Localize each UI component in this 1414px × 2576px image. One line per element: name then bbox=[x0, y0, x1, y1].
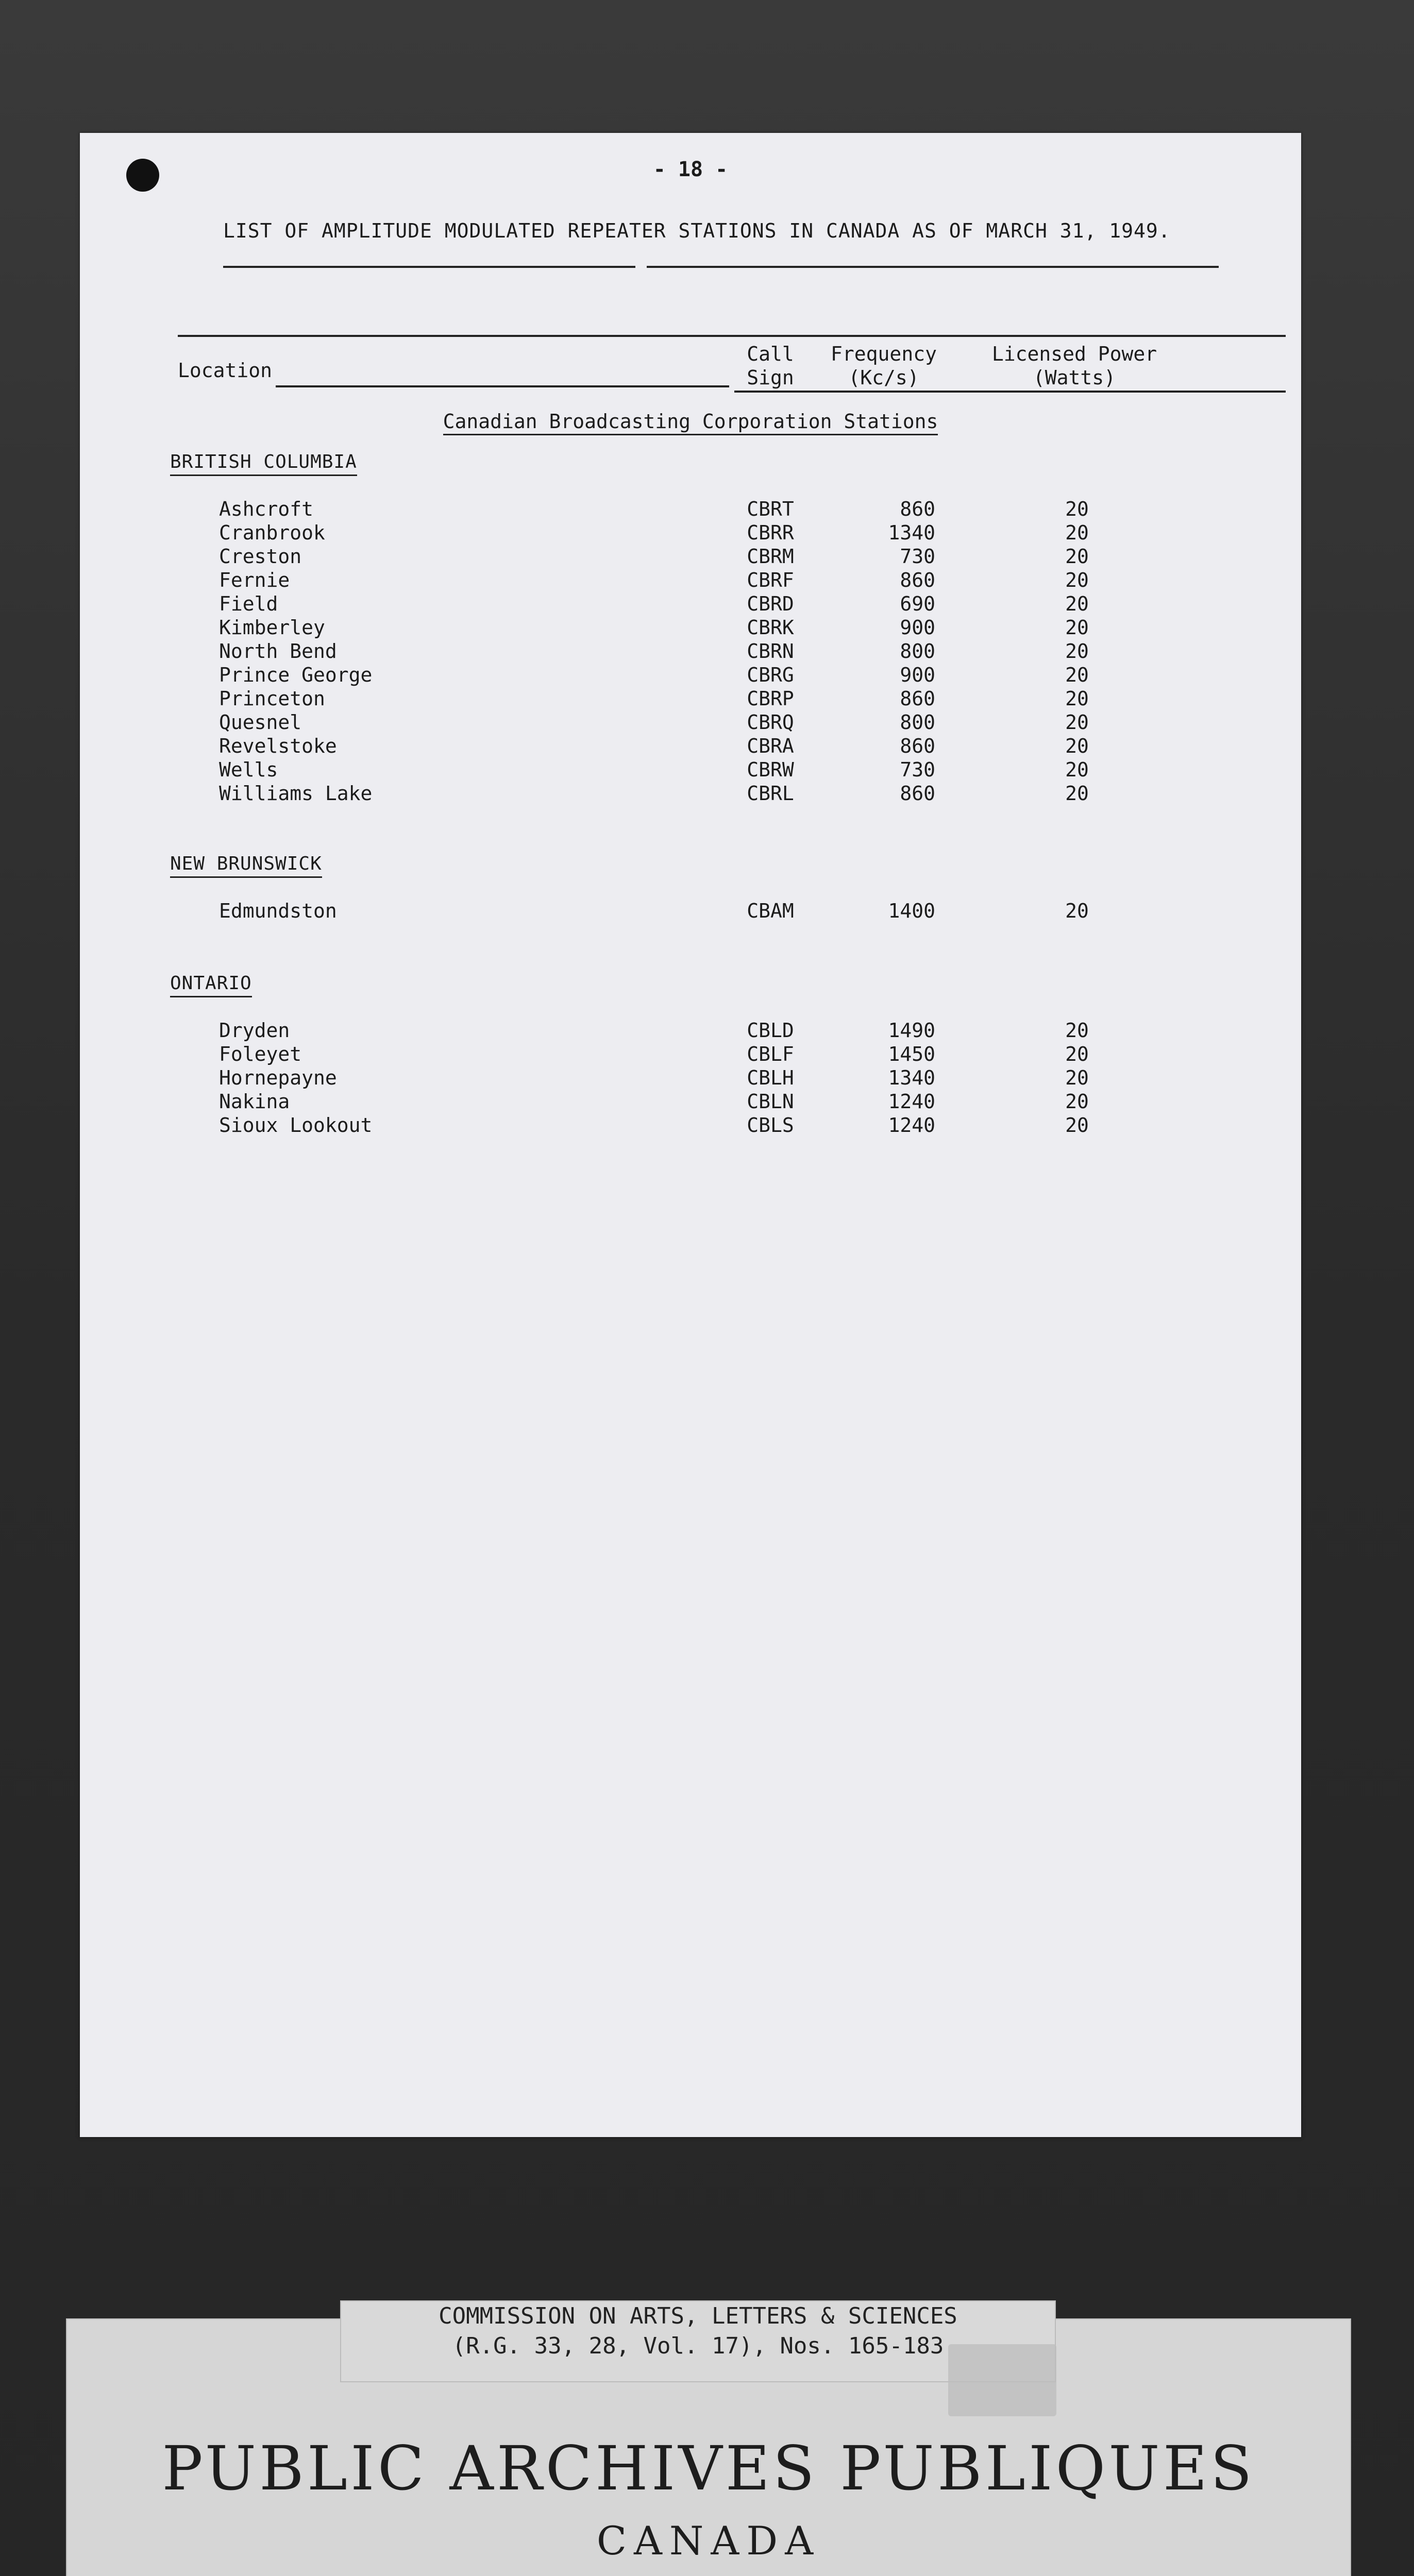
archive-name: PUBLIC ARCHIVES PUBLIQUES bbox=[162, 2433, 1255, 2504]
station-power: 20 bbox=[1065, 1114, 1089, 1137]
station-call-sign: CBRL bbox=[747, 782, 794, 805]
collection-label-line1: COMMISSION ON ARTS, LETTERS & SCIENCES bbox=[439, 2303, 957, 2329]
table-top-rule bbox=[178, 335, 1286, 337]
title-underline bbox=[647, 266, 1219, 268]
station-location: Edmundston bbox=[219, 900, 337, 922]
table-row bbox=[80, 782, 1301, 806]
station-location: Wells bbox=[219, 758, 278, 781]
station-location: Quesnel bbox=[219, 711, 302, 734]
collection-label-line2: (R.G. 33, 28, Vol. 17), Nos. 165-183 bbox=[452, 2333, 944, 2359]
station-power: 20 bbox=[1065, 521, 1089, 544]
archive-country: CANADA bbox=[596, 2518, 821, 2564]
column-header-licensed-power: Licensed Power (Watts) bbox=[991, 343, 1157, 389]
column-header-location: Location bbox=[178, 359, 273, 382]
station-frequency: 1400 bbox=[888, 900, 935, 922]
station-frequency: 1240 bbox=[888, 1114, 935, 1137]
table-row bbox=[80, 1114, 1301, 1138]
station-location: Sioux Lookout bbox=[219, 1114, 373, 1137]
table-row bbox=[80, 1066, 1301, 1090]
header-rule bbox=[276, 385, 729, 387]
table-row bbox=[80, 900, 1301, 923]
station-call-sign: CBRP bbox=[747, 687, 794, 710]
station-call-sign: CBAM bbox=[747, 900, 794, 922]
station-frequency: 860 bbox=[900, 687, 935, 710]
station-power: 20 bbox=[1065, 640, 1089, 663]
table-row bbox=[80, 1019, 1301, 1043]
station-frequency: 860 bbox=[900, 569, 935, 591]
table-row bbox=[80, 758, 1301, 782]
table-row bbox=[80, 545, 1301, 569]
organization-heading: Canadian Broadcasting Corporation Stations bbox=[80, 410, 1301, 433]
station-frequency: 690 bbox=[900, 592, 935, 615]
station-location: Fernie bbox=[219, 569, 290, 591]
station-power: 20 bbox=[1065, 900, 1089, 922]
station-location: Princeton bbox=[219, 687, 325, 710]
station-power: 20 bbox=[1065, 664, 1089, 686]
station-call-sign: CBRM bbox=[747, 545, 794, 568]
station-location: North Bend bbox=[219, 640, 337, 663]
station-power: 20 bbox=[1065, 1043, 1089, 1065]
station-location: Nakina bbox=[219, 1090, 290, 1113]
station-location: Prince George bbox=[219, 664, 373, 686]
tape-piece bbox=[948, 2344, 1056, 2416]
station-power: 20 bbox=[1065, 498, 1089, 520]
document-title: LIST OF AMPLITUDE MODULATED REPEATER STATIONS IN CANADA AS OF MARCH 31, 1949. bbox=[223, 219, 1171, 242]
station-power: 20 bbox=[1065, 782, 1089, 805]
station-location: Revelstoke bbox=[219, 735, 337, 757]
station-call-sign: CBRA bbox=[747, 735, 794, 757]
section-heading: ONTARIO bbox=[170, 973, 252, 997]
station-location: Dryden bbox=[219, 1019, 290, 1042]
station-call-sign: CBRR bbox=[747, 521, 794, 544]
station-frequency: 1490 bbox=[888, 1019, 935, 1042]
station-frequency: 730 bbox=[900, 545, 935, 568]
station-frequency: 1340 bbox=[888, 521, 935, 544]
table-row bbox=[80, 1043, 1301, 1066]
station-location: Ashcroft bbox=[219, 498, 314, 520]
station-location: Field bbox=[219, 592, 278, 615]
title-underline bbox=[223, 266, 635, 268]
station-frequency: 1450 bbox=[888, 1043, 935, 1065]
station-call-sign: CBLN bbox=[747, 1090, 794, 1113]
station-call-sign: CBRF bbox=[747, 569, 794, 591]
station-power: 20 bbox=[1065, 616, 1089, 639]
station-frequency: 800 bbox=[900, 711, 935, 734]
station-frequency: 900 bbox=[900, 664, 935, 686]
station-frequency: 1340 bbox=[888, 1066, 935, 1089]
station-power: 20 bbox=[1065, 1090, 1089, 1113]
station-power: 20 bbox=[1065, 711, 1089, 734]
station-power: 20 bbox=[1065, 687, 1089, 710]
table-row bbox=[80, 616, 1301, 640]
station-location: Williams Lake bbox=[219, 782, 373, 805]
table-row bbox=[80, 569, 1301, 592]
table-row bbox=[80, 592, 1301, 616]
station-power: 20 bbox=[1065, 1019, 1089, 1042]
station-call-sign: CBRD bbox=[747, 592, 794, 615]
station-location: Cranbrook bbox=[219, 521, 325, 544]
document-page bbox=[80, 133, 1301, 2137]
station-call-sign: CBLD bbox=[747, 1019, 794, 1042]
station-frequency: 1240 bbox=[888, 1090, 935, 1113]
station-location: Hornepayne bbox=[219, 1066, 337, 1089]
station-frequency: 860 bbox=[900, 782, 935, 805]
station-call-sign: CBLF bbox=[747, 1043, 794, 1065]
header-rule bbox=[734, 391, 1286, 393]
station-frequency: 900 bbox=[900, 616, 935, 639]
station-call-sign: CBRK bbox=[747, 616, 794, 639]
station-location: Kimberley bbox=[219, 616, 325, 639]
station-power: 20 bbox=[1065, 735, 1089, 757]
station-location: Foleyet bbox=[219, 1043, 302, 1065]
table-row bbox=[80, 640, 1301, 664]
section-heading: NEW BRUNSWICK bbox=[170, 853, 322, 878]
station-location: Creston bbox=[219, 545, 302, 568]
table-row bbox=[80, 735, 1301, 758]
station-frequency: 730 bbox=[900, 758, 935, 781]
station-call-sign: CBLS bbox=[747, 1114, 794, 1137]
table-row bbox=[80, 521, 1301, 545]
station-frequency: 800 bbox=[900, 640, 935, 663]
station-call-sign: CBRN bbox=[747, 640, 794, 663]
station-power: 20 bbox=[1065, 1066, 1089, 1089]
table-row bbox=[80, 664, 1301, 687]
station-power: 20 bbox=[1065, 545, 1089, 568]
station-call-sign: CBRQ bbox=[747, 711, 794, 734]
table-row bbox=[80, 498, 1301, 521]
station-call-sign: CBRW bbox=[747, 758, 794, 781]
station-call-sign: CBLH bbox=[747, 1066, 794, 1089]
table-row bbox=[80, 687, 1301, 711]
station-power: 20 bbox=[1065, 592, 1089, 615]
column-header-call-sign: Call Sign bbox=[747, 343, 794, 389]
station-call-sign: CBRT bbox=[747, 498, 794, 520]
page-number: - 18 - bbox=[653, 158, 728, 181]
table-row bbox=[80, 1090, 1301, 1114]
station-frequency: 860 bbox=[900, 735, 935, 757]
station-frequency: 860 bbox=[900, 498, 935, 520]
station-power: 20 bbox=[1065, 569, 1089, 591]
table-row bbox=[80, 711, 1301, 735]
station-call-sign: CBRG bbox=[747, 664, 794, 686]
column-header-frequency: Frequency (Kc/s) bbox=[831, 343, 937, 389]
station-power: 20 bbox=[1065, 758, 1089, 781]
section-heading: BRITISH COLUMBIA bbox=[170, 451, 357, 476]
